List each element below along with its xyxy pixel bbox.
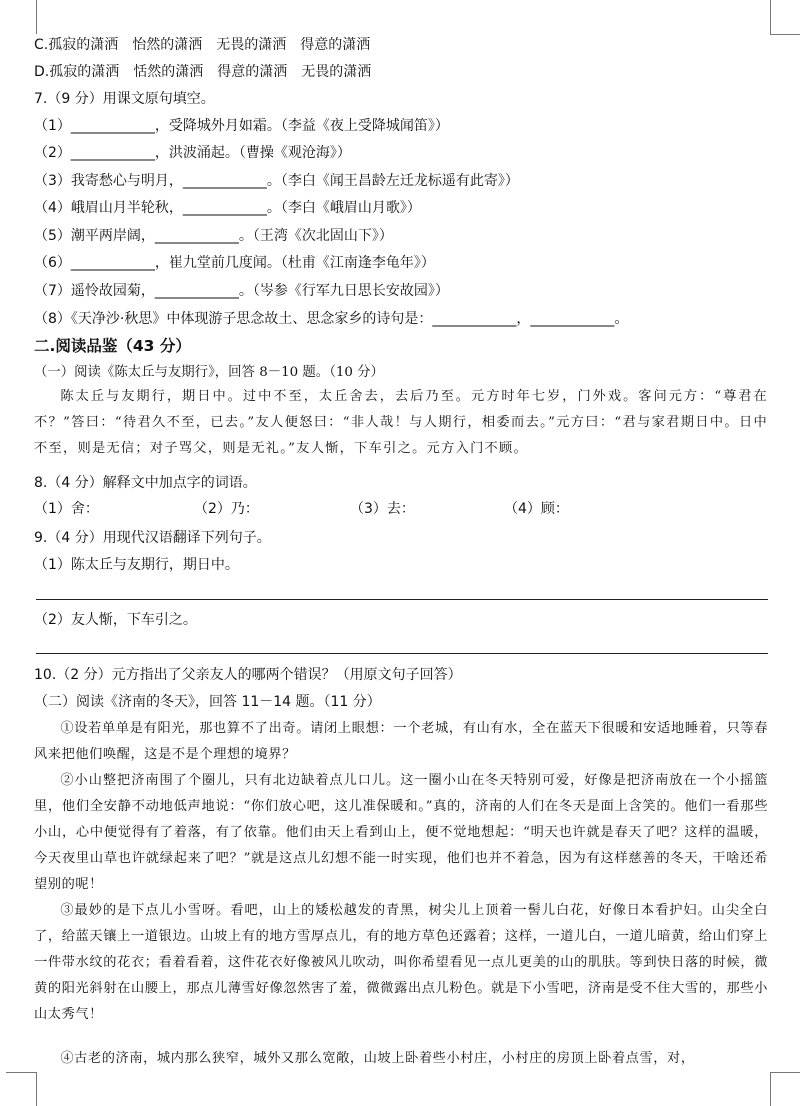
q8-title: 8.（4 分）解释文中加点字的词语。 xyxy=(34,475,257,491)
q9-title: 9.（4 分）用现代汉语翻译下列句子。 xyxy=(34,530,271,546)
q10-title: 10.（2 分）元方指出了父亲友人的哪两个错误？（用原文句子回答） xyxy=(34,667,462,683)
crop-mark-bottom-left-h xyxy=(6,1072,36,1073)
paragraph-3: ③最妙的是下点儿小雪呀。看吧，山上的矮松越发的青黑，树尖儿上顶着一髻儿白花，好像日本看护妇。山尖全白了，给蓝天镶上一道银边。山坡上有的地方雪厚点儿，有的地方草色还露着；这样，一道儿白，一道儿暗黄，给山们穿上一件带水纹的花衣；看着看着，这件花衣好像被风儿吹动，叫你希望看见一点儿更美的山的肌肤。等到快日落的时候，微黄的阳光斜射在山腰上，那点儿薄雪好像忽然害了羞，微微露出点儿粉色。就是下小雪吧，济南是受不住大雪的，那些小山太秀气！ xyxy=(34,903,768,1022)
answer-line-1 xyxy=(36,599,768,600)
q7-item-2: （2）____________，洪波涌起。（曹操《观沧海》） xyxy=(34,145,351,161)
q8-item-1: （1）舍： xyxy=(34,501,99,517)
q7-item-5: （5）潮平两岸阔，____________。（王湾《次北固山下》） xyxy=(34,228,393,244)
q7-item-1: （1）____________，受降城外月如霜。（李益《夜上受降城闻笛》） xyxy=(34,118,449,134)
crop-mark-top-left xyxy=(36,0,37,34)
q7-item-6: （6）____________，崔九堂前几度闻。（杜甫《江南逢李龟年》） xyxy=(34,255,435,271)
q9-sentence-1: （1）陈太丘与友期行，期日中。 xyxy=(34,557,239,573)
passage-chen-taiqiu: 陈太丘与友期行，期日中。过中不至，太丘舍去，去后乃至。元方时年七岁，门外戏。客问元方：“尊君在不？”答曰：“待君久不至，已去。”友人便怒曰：“非人哉！与人期行，相委而去。”元方曰：“君与家君期日中。日中不至，则是无信；对子骂父，则是无礼。”友人惭，下车引之。元方入门不顾。 xyxy=(34,389,768,456)
paragraph-1: ①设若单单是有阳光，那也算不了出奇。请闭上眼想：一个老城，有山有水，全在蓝天下很暖和安适地睡着，只等春风来把他们唤醒，这是不是个理想的境界？ xyxy=(34,721,768,762)
option-c: C.孤寂的潇洒 怡然的潇洒 无畏的潇洒 得意的潇洒 xyxy=(34,37,371,53)
q8-item-2: （2）乃： xyxy=(194,501,259,517)
crop-mark-top-right-h xyxy=(770,34,800,35)
crop-mark-bottom-right-h xyxy=(770,1072,800,1073)
q7-item-7: （7）遥怜故园菊，____________。（岑参《行军九日思长安故园》） xyxy=(34,283,449,299)
crop-mark-bottom-left xyxy=(36,1072,37,1106)
option-d: D.孤寂的潇洒 恬然的潇洒 得意的潇洒 无畏的潇洒 xyxy=(34,64,372,80)
answer-line-2 xyxy=(36,653,768,654)
q8-item-4: （4）顾： xyxy=(504,501,569,517)
q7-item-3: （3）我寄愁心与明月，____________。（李白《闻王昌龄左迁龙标遥有此寄》） xyxy=(34,173,519,189)
section-heading: 二.阅读品鉴（43 分） xyxy=(34,337,191,355)
crop-mark-bottom-right xyxy=(770,1072,771,1106)
paragraph-2: ②小山整把济南围了个圈儿，只有北边缺着点儿口儿。这一圈小山在冬天特别可爱，好像是把济南放在一个小摇篮里，他们全安静不动地低声地说：“你们放心吧，这儿准保暖和。”真的，济南的人们在冬天是面上含笑的。他们一看那些小山，心中便觉得有了着落，有了依靠。他们由天上看到山上，便不觉地想起：“明天也许就是春天了吧？这样的温暖，今天夜里山草也许就绿起来了吧？”就是这点儿幻想不能一时实现，他们也并不着急，因为有这样慈善的冬天，干啥还希望别的呢！ xyxy=(34,773,768,892)
q7-item-8: （8）《天净沙·秋思》中体现游子思念故土、思念家乡的诗句是：____________，____________。 xyxy=(34,311,629,327)
q8-item-3: （3）去： xyxy=(350,501,415,517)
crop-mark-top-right xyxy=(770,0,771,34)
q7-title: 7.（9 分）用课文原句填空。 xyxy=(34,91,215,107)
paragraph-4: ④古老的济南，城内那么狭窄，城外又那么宽敞，山坡上卧着些小村庄，小村庄的房顶上卧着点雪，对， xyxy=(60,1051,695,1066)
q9-sentence-2: （2）友人惭，下车引之。 xyxy=(34,612,197,628)
part2-title: （二）阅读《济南的冬天》，回答 11－14 题。（11 分） xyxy=(34,694,381,710)
q7-item-4: （4）峨眉山月半轮秋，____________。（李白《峨眉山月歌》） xyxy=(34,200,421,216)
part1-title: （一）阅读《陈太丘与友期行》，回答 8－10 题。（10 分） xyxy=(34,365,384,380)
q8-items xyxy=(34,500,734,520)
